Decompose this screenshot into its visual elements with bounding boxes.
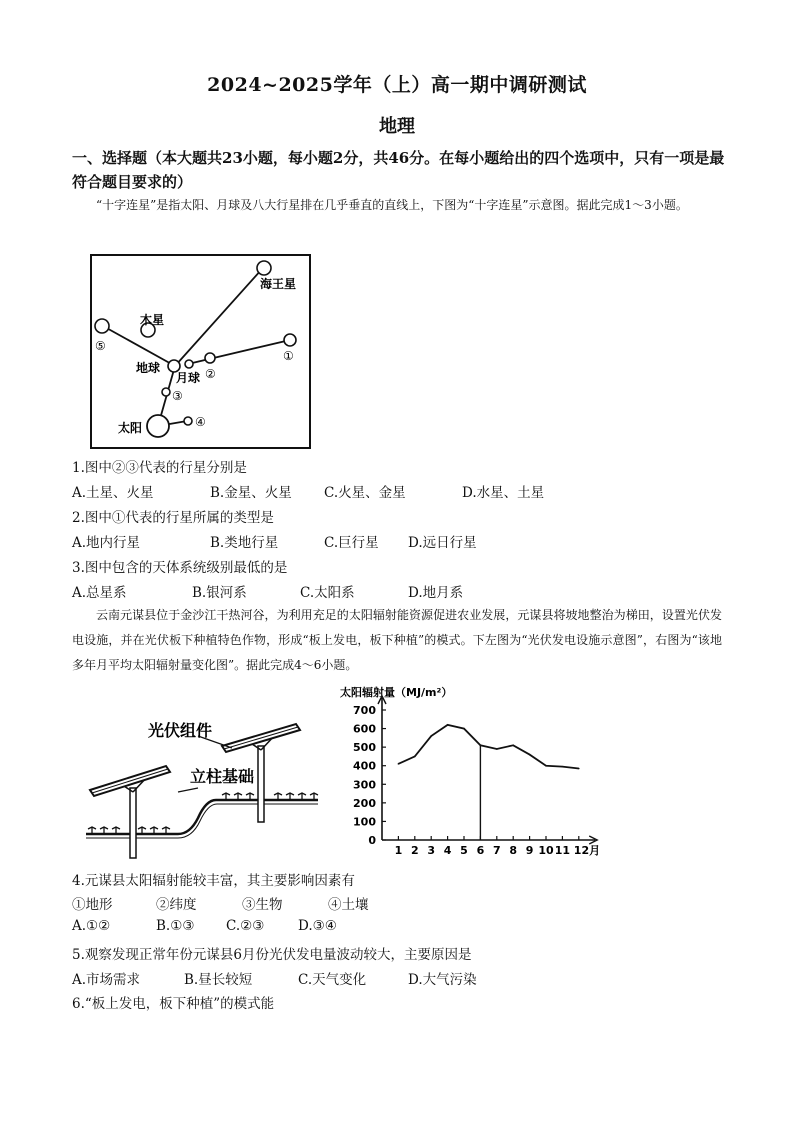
y-tick-label-300: 300 xyxy=(353,778,376,792)
planet3-label: ③ xyxy=(172,389,183,403)
y-tick-label-500: 500 xyxy=(353,741,376,755)
q4-option-a[interactable]: A.①② xyxy=(72,918,111,934)
q5-option-a[interactable]: A.市场需求 xyxy=(72,972,141,988)
q2-option-d[interactable]: D.远日行星 xyxy=(408,535,477,551)
x-tick-label-4: 4 xyxy=(443,844,452,857)
question-1-stem: 1.图中②③代表的行星分别是 xyxy=(72,460,247,476)
chart-title: 太阳辐射量（MJ/m²） xyxy=(340,686,453,699)
q3-option-b[interactable]: B.银河系 xyxy=(192,585,247,601)
pillar-upper xyxy=(258,746,264,822)
question-3-stem: 3.图中包含的天体系统级别最低的是 xyxy=(72,560,288,576)
q3-option-d[interactable]: D.地月系 xyxy=(408,585,464,601)
q4-choice-3: ③生物 xyxy=(242,897,283,913)
planet1-circle xyxy=(284,334,296,346)
x-tick-label-11: 11 xyxy=(554,844,571,857)
data-point-month-2 xyxy=(414,756,416,758)
q3-option-c[interactable]: C.太阳系 xyxy=(300,585,355,601)
y-tick-label-700: 700 xyxy=(353,704,376,717)
question-5-stem: 5.观察发现正常年份元谋县6月份光伏发电量波动较大，主要原因是 xyxy=(72,947,472,963)
data-point-month-4 xyxy=(447,724,449,726)
data-point-month-11 xyxy=(562,766,564,768)
subject-title: 地理 xyxy=(379,116,415,137)
data-point-month-7 xyxy=(496,748,498,750)
q5-option-d[interactable]: D.大气污染 xyxy=(408,972,477,988)
q4-option-c[interactable]: C.②③ xyxy=(226,918,265,934)
planet2-label: ② xyxy=(205,367,216,381)
radiation-line-chart xyxy=(334,684,604,862)
q1-option-d[interactable]: D.水星、土星 xyxy=(462,485,545,501)
x-tick-label-9: 9 xyxy=(525,844,534,857)
q5-option-c[interactable]: C.天气变化 xyxy=(298,972,367,988)
neptune-label: 海王星 xyxy=(260,277,297,291)
q5-option-b[interactable]: B.昼长较短 xyxy=(184,972,253,988)
x-tick-label-12: 12月 xyxy=(573,844,601,857)
planet5-label: ⑤ xyxy=(95,339,106,353)
planet1-label: ① xyxy=(283,349,294,363)
q2-option-c[interactable]: C.巨行星 xyxy=(324,535,379,551)
x-tick-label-3: 3 xyxy=(427,844,436,857)
data-point-month-3 xyxy=(430,735,432,737)
y-tick-label-600: 600 xyxy=(353,722,376,736)
exam-title: 2024~2025学年（上）高一期中调研测试 xyxy=(207,74,587,96)
q1-option-b[interactable]: B.金星、火星 xyxy=(210,485,292,501)
y-tick-label-100: 100 xyxy=(353,815,376,829)
jupiter-label: 木星 xyxy=(140,313,165,327)
x-tick-label-7: 7 xyxy=(492,844,501,857)
x-tick-label-8: 8 xyxy=(509,844,518,857)
planet4-circle xyxy=(184,417,192,425)
y-tick-label-0: 0 xyxy=(368,834,376,847)
data-point-month-1 xyxy=(398,763,400,765)
sun-circle xyxy=(147,415,169,437)
cross-alignment-diagram xyxy=(90,254,312,450)
x-tick-label-10: 10 xyxy=(538,844,554,857)
q3-option-a[interactable]: A.总星系 xyxy=(72,585,127,601)
data-point-month-10 xyxy=(545,765,547,767)
radiation-series-line xyxy=(398,725,578,769)
question-4-stem: 4.元谋县太阳辐射能较丰富，其主要影响因素有 xyxy=(72,873,355,889)
x-tick-label-2: 2 xyxy=(410,844,419,857)
q1-option-c[interactable]: C.火星、金星 xyxy=(324,485,406,501)
x-tick-label-5: 5 xyxy=(460,844,468,857)
data-point-month-12 xyxy=(578,768,580,770)
planet3-circle xyxy=(162,388,170,396)
y-tick-label-200: 200 xyxy=(353,796,376,810)
data-point-month-8 xyxy=(512,744,514,746)
planet5-circle xyxy=(95,319,109,333)
q4-choice-2: ②纬度 xyxy=(156,897,197,913)
pillar-label: 立柱基础 xyxy=(190,767,255,786)
q4-choice-4: ④土壤 xyxy=(328,897,369,913)
moon-label: 月球 xyxy=(176,371,201,385)
x-tick-label-6: 6 xyxy=(476,844,485,857)
sun-label: 太阳 xyxy=(118,421,143,435)
q4-choice-1: ①地形 xyxy=(72,897,113,913)
passage-1: “十字连星”是指太阳、月球及八大行星排在几乎垂直的直线上，下图为“十字连星”示意图。据此完成1～3小题。 xyxy=(96,198,688,212)
data-point-month-9 xyxy=(529,754,531,756)
planet4-label: ④ xyxy=(195,415,206,429)
question-6-stem: 6.“板上发电，板下种植”的模式能 xyxy=(72,996,275,1012)
q1-option-a[interactable]: A.土星、火星 xyxy=(72,485,154,501)
q4-option-d[interactable]: D.③④ xyxy=(298,918,337,934)
planet2-circle xyxy=(205,353,215,363)
data-point-month-5 xyxy=(463,728,465,730)
q2-option-b[interactable]: B.类地行星 xyxy=(210,535,279,551)
pillar-lower xyxy=(130,788,136,858)
y-tick-label-400: 400 xyxy=(353,759,376,773)
neptune-circle xyxy=(257,261,271,275)
pv-module-label: 光伏组件 xyxy=(148,721,213,740)
question-2-stem: 2.图中①代表的行星所属的类型是 xyxy=(72,510,274,526)
earth-label: 地球 xyxy=(136,361,161,375)
pv-facility-diagram xyxy=(86,714,322,862)
section-heading: 一、选择题（本大题共23小题，每小题2分，共46分。在每小题给出的四个选项中，只有一项是最符合题目要求的） xyxy=(72,149,725,191)
moon-circle xyxy=(185,360,193,368)
passage-2: 云南元谋县位于金沙江干热河谷，为利用充足的太阳辐射能资源促进农业发展，元谋县将坡地整治为梯田，设置光伏发电设施，并在光伏板下种植特色作物，形成“板上发电，板下种植”的模式。下左图为“光伏发电设施示意图”，右图为“该地多年月平均太阳辐射量变化图”。据此完成4～6小题。 xyxy=(72,608,722,672)
x-tick-label-1: 1 xyxy=(394,844,403,857)
q2-option-a[interactable]: A.地内行星 xyxy=(72,535,141,551)
q4-option-b[interactable]: B.①③ xyxy=(156,918,195,934)
